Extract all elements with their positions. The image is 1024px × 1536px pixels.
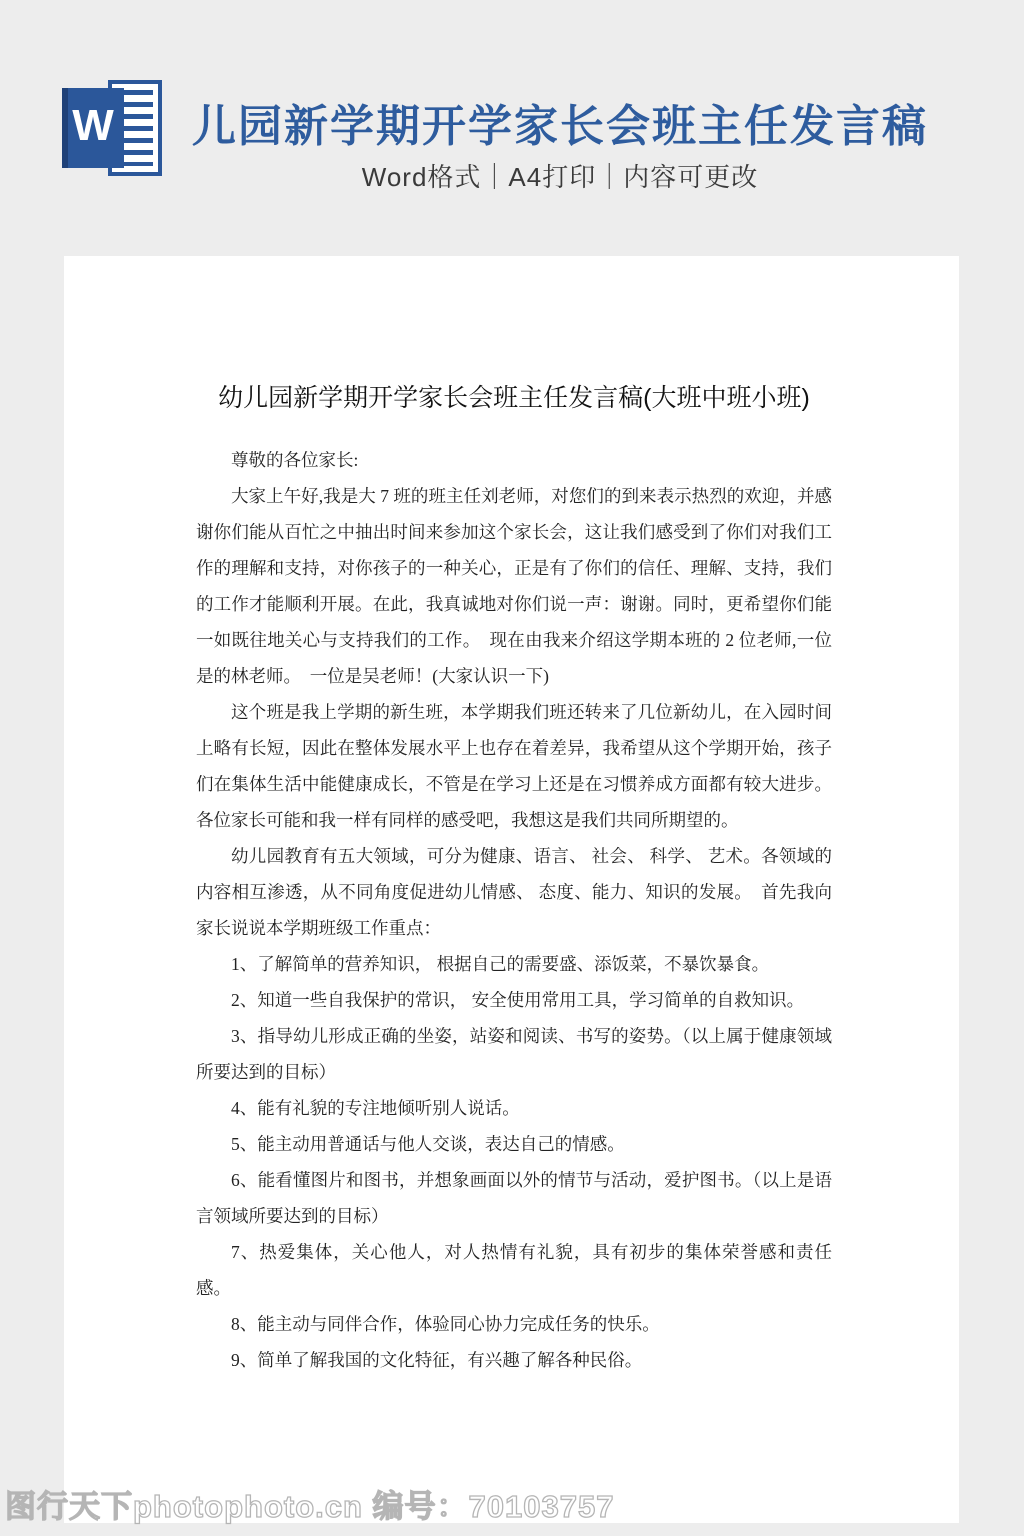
list-item: 5、能主动用普通话与他人交谈，表达自己的情感。	[231, 1134, 625, 1154]
list-item: 9、简单了解我国的文化特征，有兴趣了解各种民俗。	[231, 1350, 643, 1370]
word-icon-blue-tile	[62, 88, 124, 168]
header-subtitle: Word格式｜A4打印｜内容可更改	[361, 162, 759, 192]
header	[0, 0, 1024, 256]
site-watermark: 图行天下photophoto.cn 编号：70103757	[5, 1489, 615, 1524]
document-content	[196, 256, 832, 1378]
document-body	[196, 442, 832, 1378]
paragraph: 这个班是我上学期的新生班，本学期我们班还转来了几位新幼儿，在入园时间上略有长短，因此在整体发展水平上也存在着差异，我希望从这个学期开始，孩子们在集体生活中能健康成长，不管是在学习上还是在习惯养成方面都有较大进步。各位家长可能和我一样有同样的感受吧，我想这是我们共同所期望的。	[196, 702, 832, 830]
list-item: 1、了解简单的营养知识， 根据自己的需要盛、添饭菜，不暴饮暴食。	[231, 954, 770, 974]
list-item: 2、知道一些自我保护的常识， 安全使用常用工具，学习简单的自救知识。	[231, 990, 805, 1010]
paragraph: 幼儿园教育有五大领域，可分为健康、语言、 社会、 科学、 艺术。各领域的内容相互渗透，从不同角度促进幼儿情感、 态度、能力、知识的发展。 首先我向家长说说本学期班级工作重点：	[196, 846, 832, 938]
paragraph: 大家上午好,我是大 7 班的班主任刘老师，对您们的到来表示热烈的欢迎，并感谢你们能从百忙之中抽出时间来参加这个家长会，这让我们感受到了你们对我们工作的理解和支持，对你孩子的一种关心，正是有了你们的信任、理解、支持，我们的工作才能顺利开展。在此，我真诚地对你们说一声：谢谢。同时，更希望你们能一如既往地关心与支持我们的工作。 现在由我来介绍这学期本班的 2 位老师,一位是的林老师。 一位是吴老师！(大家认识一下)	[196, 486, 832, 686]
list-item: 8、能主动与同伴合作，体验同心协力完成任务的快乐。	[231, 1314, 660, 1334]
list-item: 3、指导幼儿形成正确的坐姿，站姿和阅读、书写的姿势。（以上属于健康领域所要达到的目标）	[196, 1026, 832, 1082]
list-item: 7、热爱集体，关心他人，对人热情有礼貌，具有初步的集体荣誉感和责任感。	[196, 1242, 832, 1298]
word-icon-fold	[62, 88, 68, 168]
document-page	[64, 256, 959, 1523]
header-title: 儿园新学期开学家长会班主任发言稿	[192, 102, 928, 151]
document-title: 幼儿园新学期开学家长会班主任发言稿(大班中班小班)	[218, 384, 810, 412]
word-icon-letter: W	[72, 101, 114, 150]
list-item: 4、能有礼貌的专注地倾听别人说话。	[231, 1098, 520, 1118]
list-item: 6、能看懂图片和图书，并想象画面以外的情节与活动，爱护图书。（以上是语言领域所要达到的目标）	[196, 1170, 832, 1226]
salutation: 尊敬的各位家长:	[231, 450, 359, 470]
